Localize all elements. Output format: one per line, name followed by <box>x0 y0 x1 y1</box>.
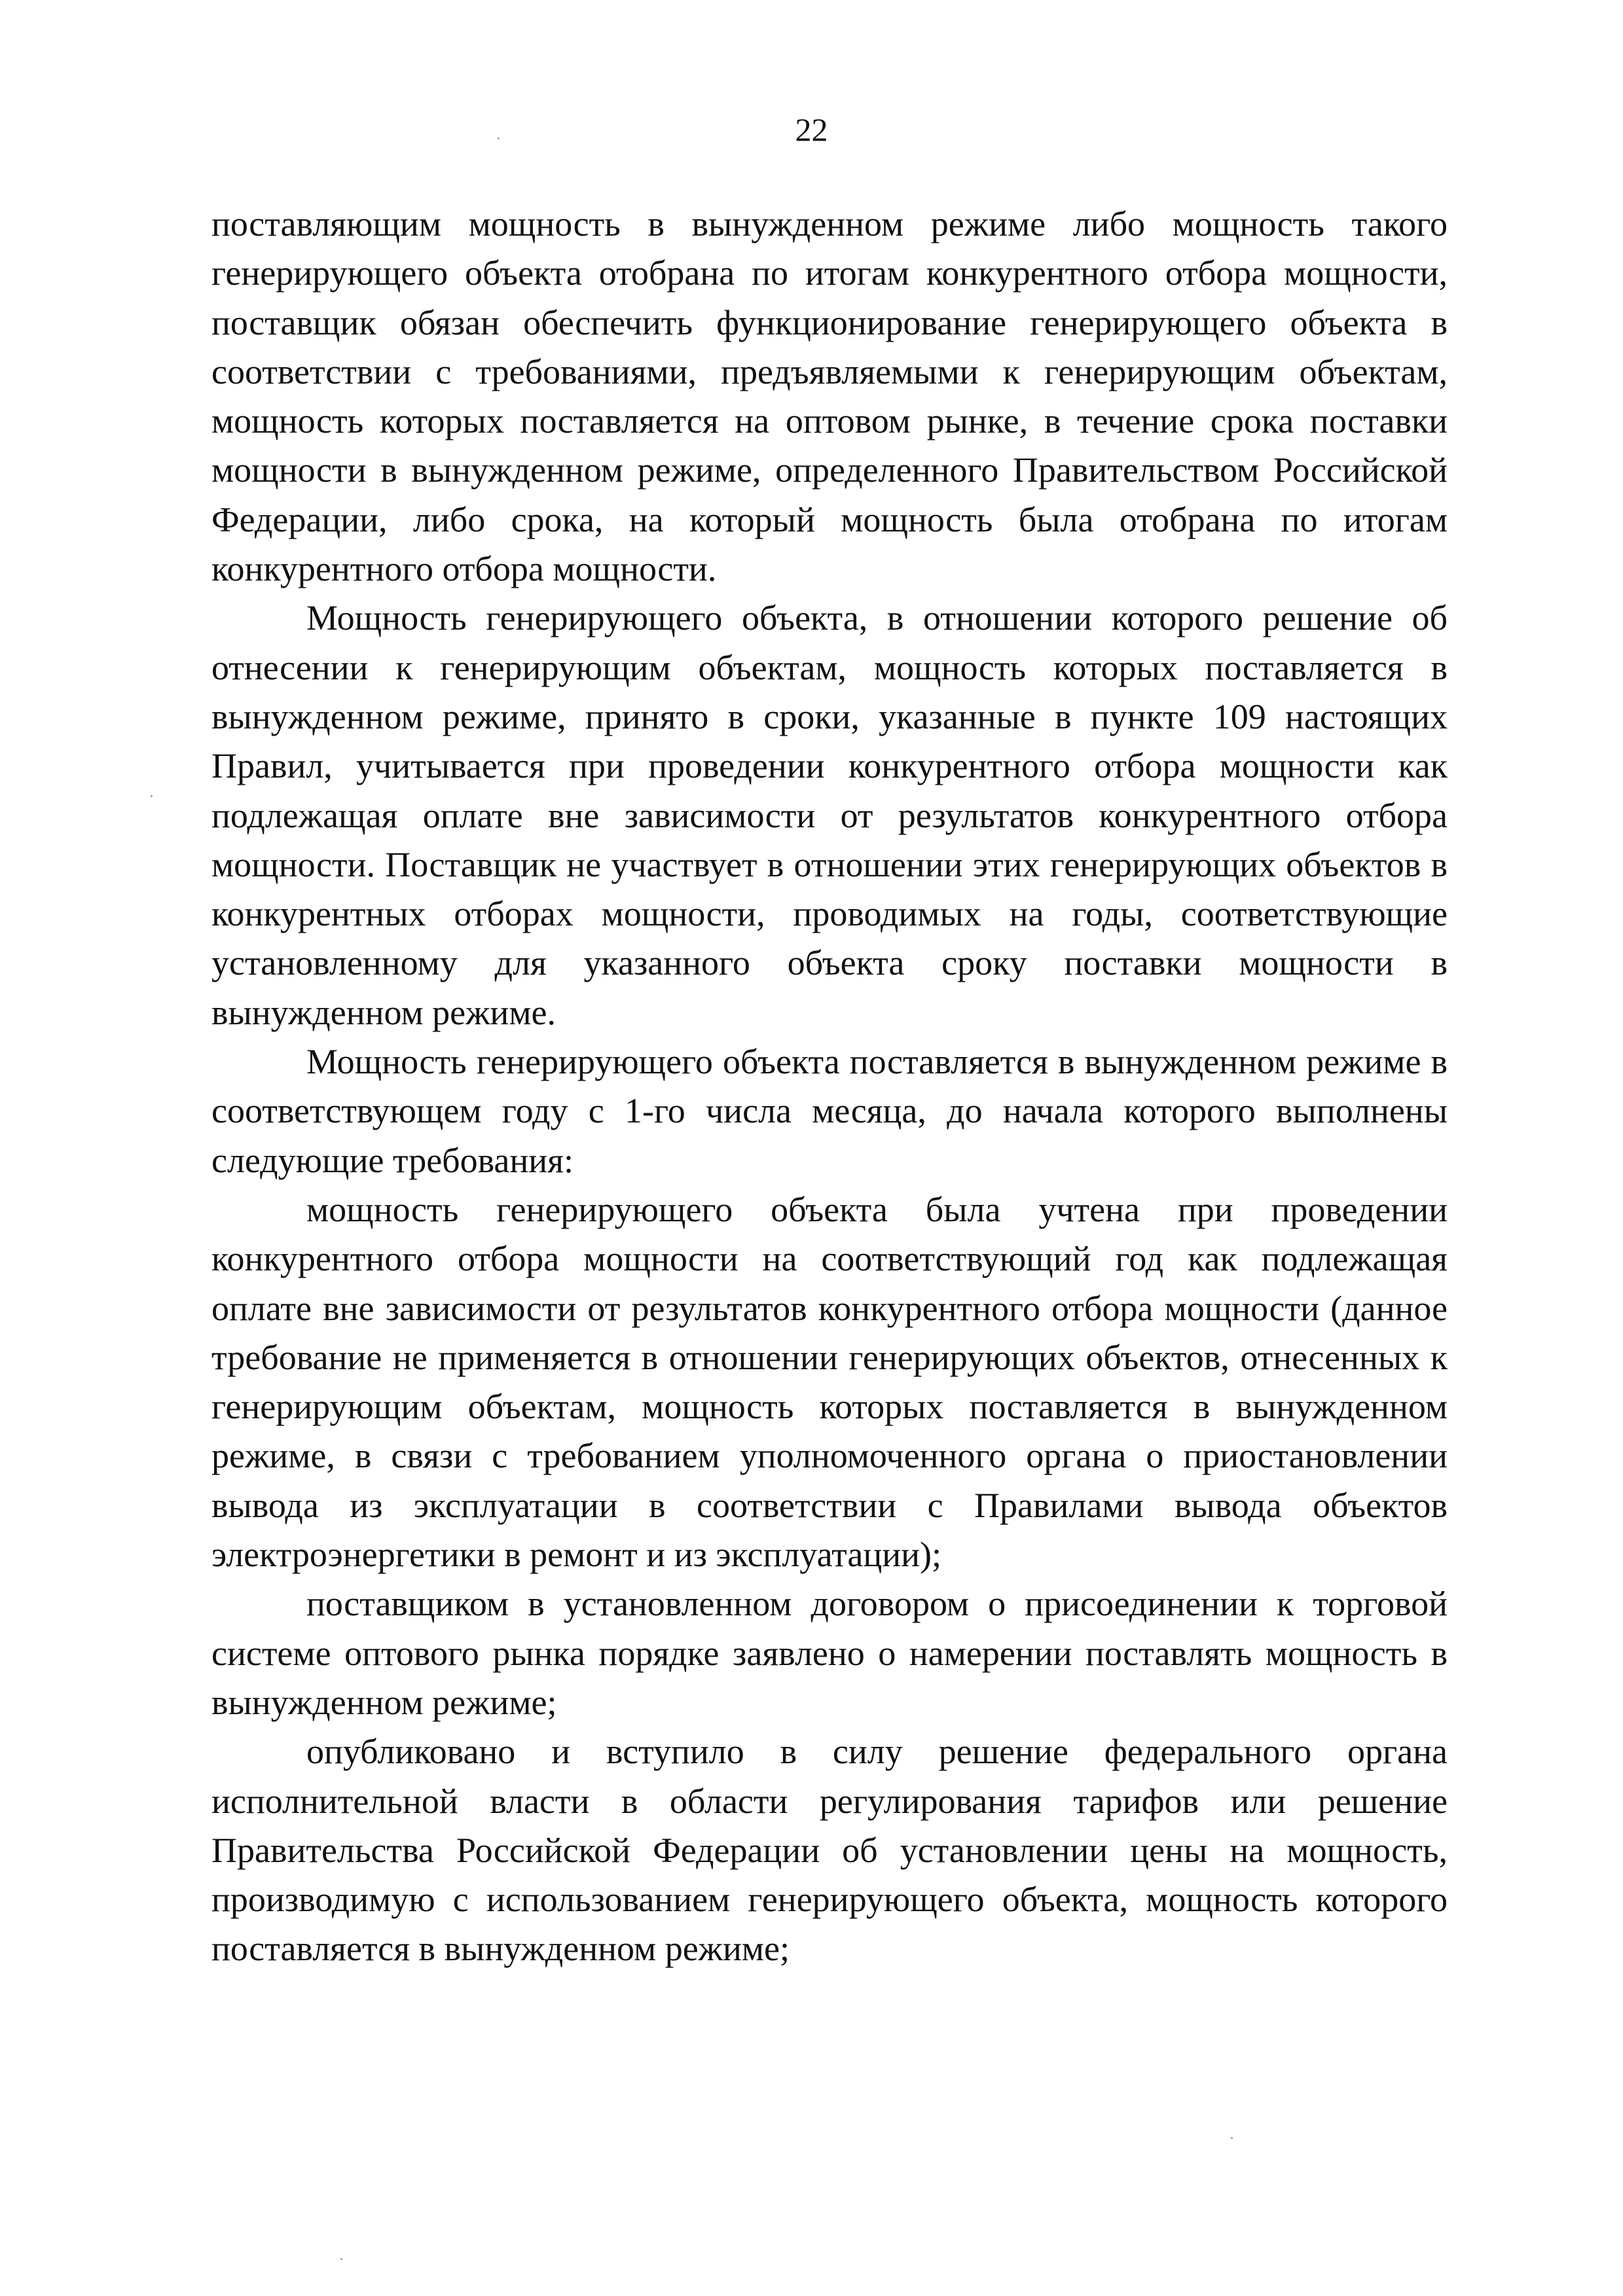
scan-speck <box>151 795 153 797</box>
paragraph-5: поставщиком в установленном договором о присоединении к торговой системе оптового рынка порядке заявлено о намерении поставлять мощность в вынужденном режиме; <box>211 1584 1448 1722</box>
scan-speck <box>1231 2137 1233 2139</box>
paragraph-2: Мощность генерирующего объекта, в отношении которого решение об отнесении к генерирующим объектам, мощность которых поставляется в вынужденном режиме, принято в сроки, указанные в пункте 109 настоящих Правил, учитывается при проведении конкурентного отбора мощности как подлежащая оплате вне зависимости от результатов конкурентного отбора мощности. Поставщик не участвует в отношении этих генерирующих объектов в конкурентных отборах мощности, проводимых на годы, соответствующие установленному для указанного объекта сроку поставки мощности в вынужденном режиме. <box>211 598 1448 1032</box>
page-number: 22 <box>795 111 828 148</box>
paragraph-6: опубликовано и вступило в силу решение федерального органа исполнительной власти в области регулирования тарифов или решение Правительства Российской Федерации об установлении цены на мощность, производимую с использованием генерирующего объекта, мощность которого поставляется в вынужденном режиме; <box>211 1732 1448 1969</box>
paragraph-4: мощность генерирующего объекта была учтена при проведении конкурентного отбора мощности на соответствующий год как подлежащая оплате вне зависимости от результатов конкурентного отбора мощности (данное требование не применяется в отношении генерирующих объектов, отнесенных к генерирующим объектам, мощность которых поставляется в вынужденном режиме, в связи с требованием уполномоченного органа о приостановлении вывода из эксплуатации в соответствии с Правилами вывода объектов электроэнергетики в ремонт и из эксплуатации); <box>211 1189 1448 1575</box>
scan-speck <box>498 137 500 139</box>
paragraph-1: поставляющим мощность в вынужденном режиме либо мощность такого генерирующего объекта отобрана по итогам конкурентного отбора мощности, поставщик обязан обеспечить функционирование генерирующего объекта в соответствии с требованиями, предъявляемыми к генерирующим объектам, мощность которых поставляется на оптовом рынке, в течение срока поставки мощности в вынужденном режиме, определенного Правительством Российской Федерации, либо срока, на который мощность была отобрана по итогам конкурентного отбора мощности. <box>211 204 1448 589</box>
scan-speck <box>340 2258 342 2260</box>
paragraph-3: Мощность генерирующего объекта поставляется в вынужденном режиме в соответствующем году с 1-го числа месяца, до начала которого выполнены следующие требования: <box>211 1042 1448 1180</box>
document-body <box>211 200 1448 1974</box>
